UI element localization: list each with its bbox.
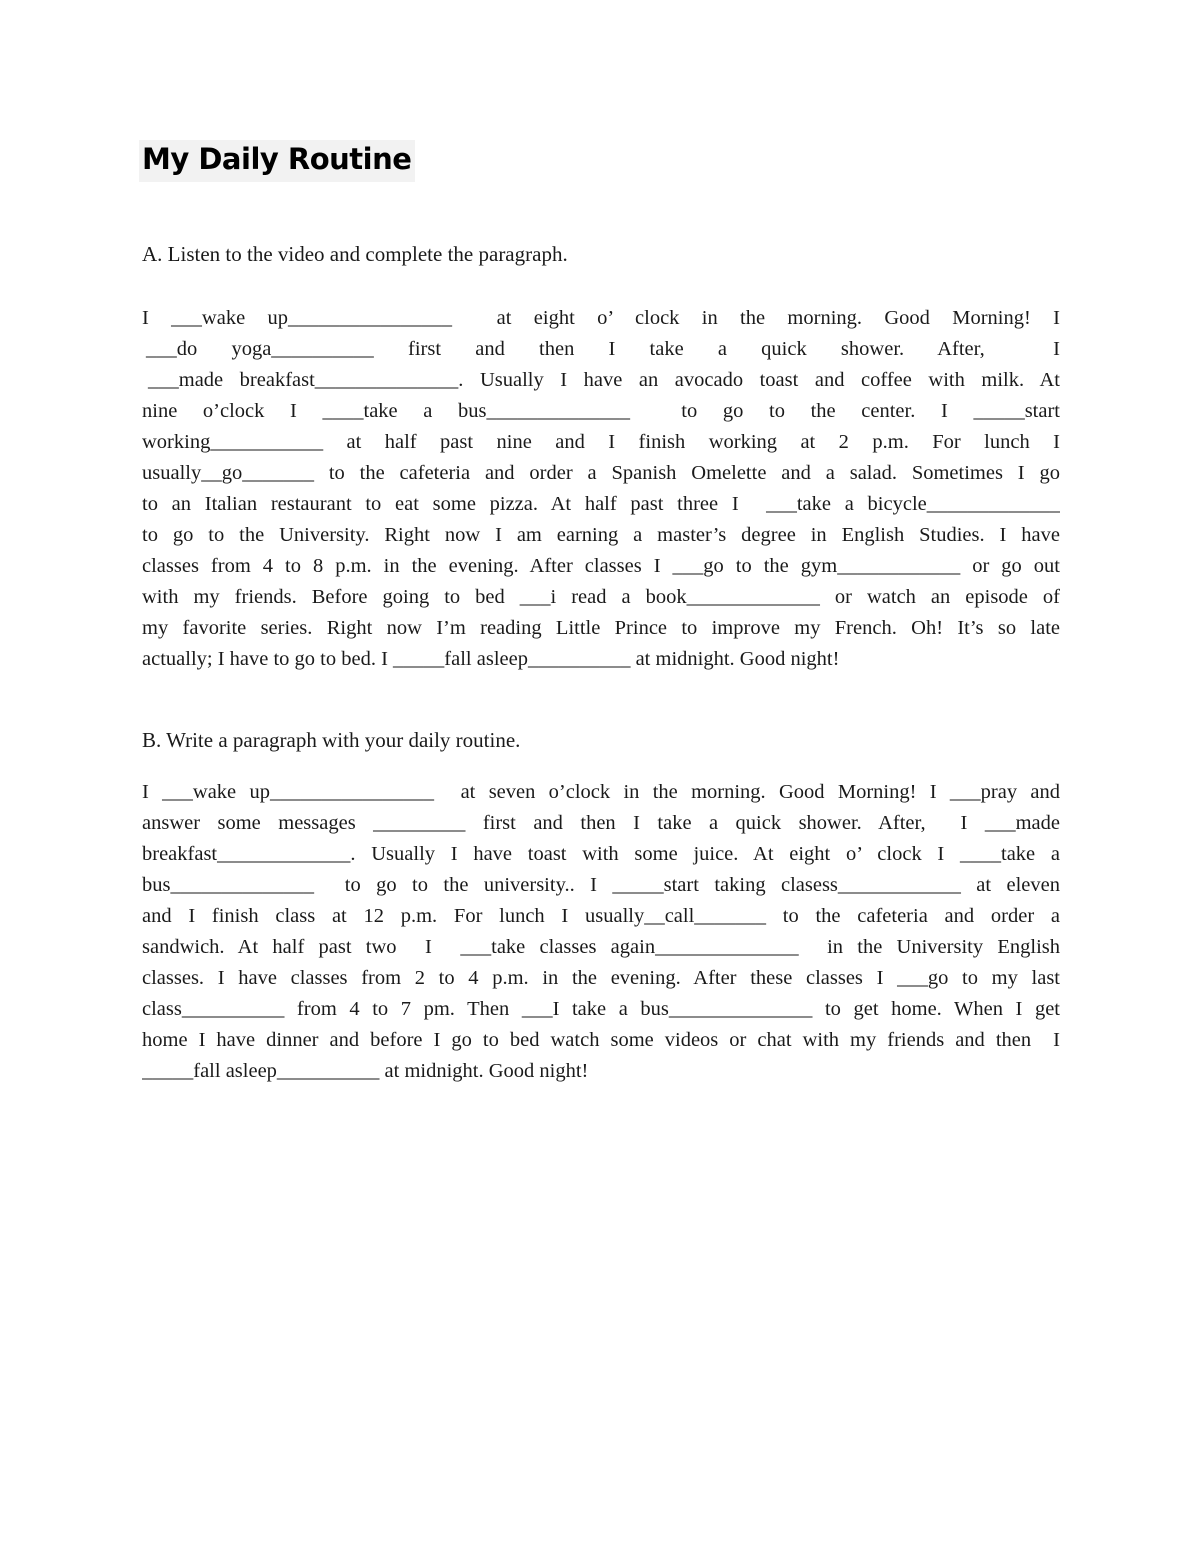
paragraph-line: I ___wake up________________ at seven o’clock in the morning. Good Morning! I ___pray and — [142, 781, 1060, 803]
paragraph-line: to an Italian restaurant to eat some pizza. At half past three I ___take a bicycle_____________ — [142, 493, 1060, 515]
paragraph-line: classes from 4 to 8 p.m. in the evening. After classes I ___go to the gym____________ or go out — [142, 555, 1060, 577]
paragraph-line: ___do yoga__________ first and then I take a quick shower. After, I — [146, 338, 1060, 360]
section-a-paragraph — [142, 303, 1060, 675]
paragraph-line: my favorite series. Right now I’m reading Little Prince to improve my French. Oh! It’s so late — [142, 617, 1060, 639]
paragraph-line: with my friends. Before going to bed ___i read a book_____________ or watch an episode of — [142, 586, 1060, 608]
paragraph-line: and I finish class at 12 p.m. For lunch I usually__call_______ to the cafeteria and order a — [142, 905, 1060, 927]
paragraph-line: I ___wake up________________ at eight o’ clock in the morning. Good Morning! I — [142, 307, 1060, 329]
paragraph-line: classes. I have classes from 2 to 4 p.m. in the evening. After these classes I ___go to my last — [142, 967, 1060, 989]
paragraph-line: _____fall asleep__________ at midnight. Good night! — [142, 1060, 589, 1082]
paragraph-line: nine o’clock I ____take a bus______________ to go to the center. I _____start — [142, 400, 1060, 422]
page-title: My Daily Routine — [139, 140, 415, 182]
paragraph-line: answer some messages _________ first and then I take a quick shower. After, I ___made — [142, 812, 1060, 834]
paragraph-line: sandwich. At half past two I ___take classes again______________ in the University English — [142, 936, 1060, 958]
section-b-instruction: B. Write a paragraph with your daily routine. — [142, 728, 521, 752]
paragraph-line: home I have dinner and before I go to bed watch some videos or chat with my friends and then I — [142, 1029, 1060, 1051]
paragraph-line: actually; I have to go to bed. I _____fall asleep__________ at midnight. Good night! — [142, 648, 840, 670]
paragraph-line: working___________ at half past nine and I finish working at 2 p.m. For lunch I — [142, 431, 1060, 453]
paragraph-line: bus______________ to go to the university.. I _____start taking clasess____________ at eleven — [142, 874, 1060, 896]
paragraph-line: to go to the University. Right now I am earning a master’s degree in English Studies. I have — [142, 524, 1060, 546]
paragraph-line: class__________ from 4 to 7 pm. Then ___I take a bus______________ to get home. When I get — [142, 998, 1060, 1020]
paragraph-line: usually__go_______ to the cafeteria and order a Spanish Omelette and a salad. Sometimes I go — [142, 462, 1060, 484]
section-a-instruction: A. Listen to the video and complete the paragraph. — [142, 242, 568, 266]
section-b-paragraph — [142, 777, 1060, 1087]
paragraph-line: breakfast_____________. Usually I have toast with some juice. At eight o’ clock I ____take a — [142, 843, 1060, 865]
paragraph-line: ___made breakfast______________. Usually I have an avocado toast and coffee with milk. At — [148, 369, 1060, 391]
